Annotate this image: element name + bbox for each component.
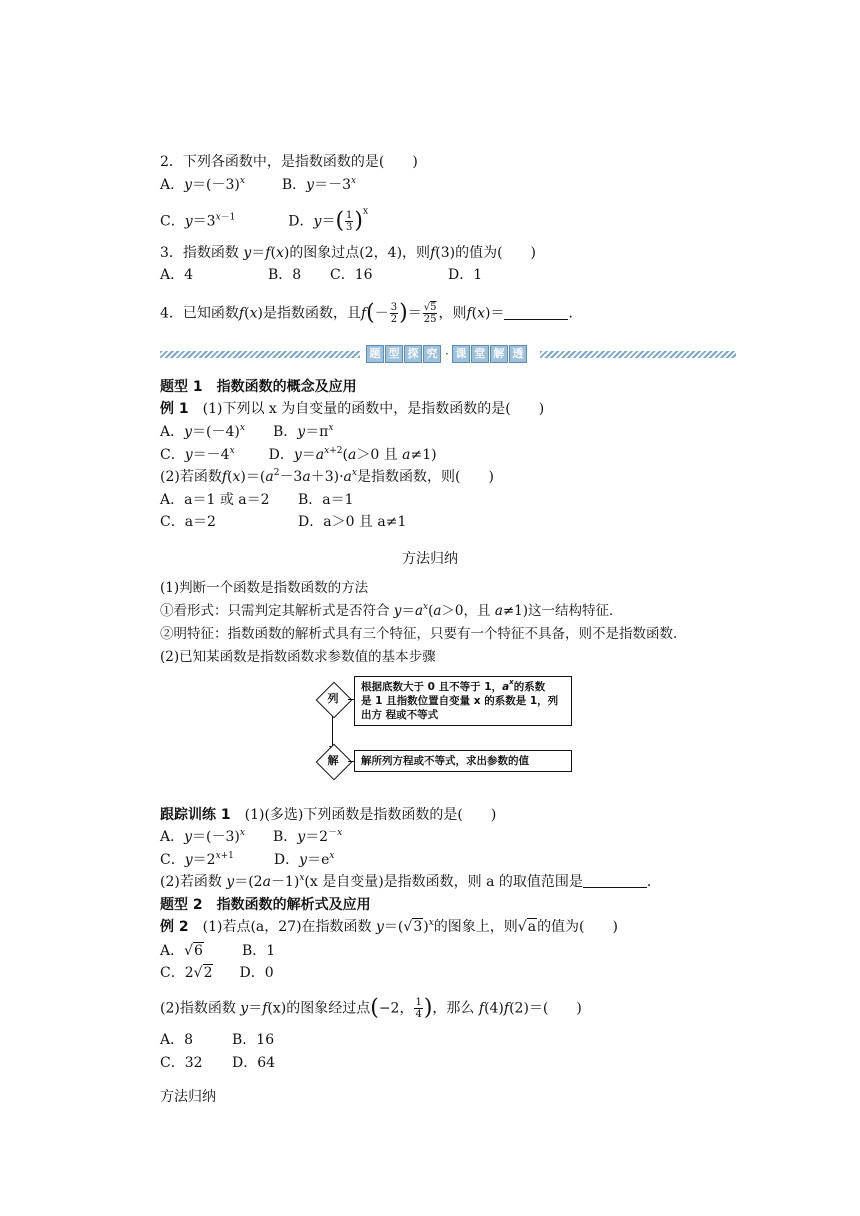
ex1-q2: (2)若函数$f(x)=(a^2-3a+3)\cdot a^x$是指数函数，则( ) [160, 468, 494, 485]
ex2-q2-options-cd: C．32 D．64 [160, 1055, 276, 1071]
method1-line4: (2)已知某函数是指数函数求参数值的基本步骤 [160, 649, 436, 665]
method1-line3: ②明特征：指数函数的解析式具有三个特征，只要有一个特征不具备，则不是指数函数． [160, 626, 687, 642]
train1-q1: 跟踪训练 1 (1)(多选)下列函数是指数函数的是( ) [160, 807, 497, 823]
q2-option-a-label: A． [160, 177, 185, 193]
answer-blank[interactable] [583, 873, 647, 888]
train1-options-ab: A．$y=(-3)^x$ B．$y=2^{-x}$ [160, 828, 343, 845]
type2-title: 题型 2 指数函数的解析式及应用 [160, 897, 371, 913]
step-list-box: 根据底数大于 0 且不等于 1，$a^x$的系数 是 1 且指数位置自变量 x 的系数是 1，列 出方 程或不等式 [354, 676, 572, 726]
ex2-q1-options-cd: C．2√2 D．0 [160, 965, 274, 981]
banner-chip: 堂 [471, 345, 489, 363]
ex2-q2-options-ab: A．8 B．16 [160, 1032, 275, 1048]
banner-chip: 究 [423, 345, 441, 363]
q2-options-ab: A．$y=(-3)^x$ B．$y=-3^x$ [160, 176, 357, 193]
ex1-q1-options-cd: C．$y=-4^x$ D．$y=a^{x+2}(a>0$ 且 a≠1) [160, 446, 437, 463]
banner-title [366, 345, 528, 363]
banner-stripe-right [540, 351, 736, 358]
q3-stem: 3．指数函数 y＝f(x)的图象过点(2，4)，则f(3)的值为( ) [160, 245, 537, 261]
q2-stem: 2．下列各函数中，是指数函数的是( ) [160, 154, 418, 170]
method1-line2: ①看形式：只需判定其解析式是否符合 $y=a^x(a>0$，且 a≠1)这一结构特征． [160, 602, 623, 619]
section-banner [160, 345, 736, 363]
answer-blank[interactable] [504, 305, 568, 320]
fraction-one-third: $\frac{1}{3}$ [346, 210, 353, 233]
q2-option-c-label: C． [160, 213, 185, 230]
fraction-sqrt5-over-25: $\frac{√5}{25}$ [423, 302, 437, 325]
banner-chip: 探 [404, 345, 422, 363]
q2-option-d-label: D． [288, 213, 314, 230]
q3-option-d: D．1 [448, 267, 483, 283]
ex2-q1-options-ab: A．√6 B．1 [160, 943, 276, 959]
train1-q2: (2)若函数 $y=(2a-1)^x(x$ 是自变量)是指数函数，则 a 的取值范围是 ． [160, 873, 661, 890]
q3-option-b: B．8 [268, 267, 302, 283]
q2-options-cd: C．$y=3^{x-1}$ D．y＝( $\frac{1}{3}$ )$^x$ [160, 206, 369, 234]
step-solve-box: 解所列方程或不等式，求出参数的值 [354, 750, 572, 772]
q3-option-a: A．4 [160, 267, 194, 283]
train1-options-cd: C．$y=2^{x+1}$ D．$y=e^x$ [160, 851, 335, 868]
ex1-q1: 例 1 (1)下列以 x 为自变量的函数中，是指数函数的是( ) [160, 401, 545, 417]
ex1-q1-options-ab: A．$y=(-4)^x$ B．$y=\pi^x$ [160, 423, 334, 440]
banner-chip: 解 [490, 345, 508, 363]
banner-chip: 型 [385, 345, 403, 363]
banner-chip: 课 [452, 345, 470, 363]
q2-option-b-label: B． [281, 177, 307, 193]
method1-line1: (1)判断一个函数是指数函数的方法 [160, 580, 369, 596]
method1-title: 方法归纳 [402, 551, 458, 567]
type1-title: 题型 1 指数函数的概念及应用 [160, 379, 357, 395]
q3-options [160, 266, 482, 284]
banner-chip: 透 [509, 345, 527, 363]
method2-title: 方法归纳 [160, 1089, 216, 1105]
ex1-q2-options-ab: A．a＝1 或 a＝2 B．a＝1 [160, 492, 354, 508]
ex2-q1: 例 2 (1)若点(a，27)在指数函数 $y=(√3)^x$的图象上，则√a的值为( ) [160, 918, 618, 935]
step-list-diamond: 列 [316, 682, 350, 716]
banner-chip: 题 [366, 345, 384, 363]
banner-stripe-left [160, 351, 360, 358]
ex2-q2: (2)指数函数 y＝f(x)的图象经过点(−2， $\frac{1}{4}$ )，那么 f(4)f(2)＝( ) [160, 995, 582, 1021]
banner-separator: · [445, 347, 449, 361]
q4-stem: 4．已知函数f(x)是指数函数，且f(－ $\frac{3}{2}$ )＝ $\frac{√5}{25}$ ，则f(x)＝ ． [160, 300, 583, 326]
steps-flow-diagram [316, 674, 572, 776]
ex1-q2-options-cd: C．a＝2 D．a＞0 且 a≠1 [160, 514, 407, 530]
q3-option-c: C．16 [330, 267, 373, 283]
step-solve-diamond: 解 [316, 744, 350, 778]
